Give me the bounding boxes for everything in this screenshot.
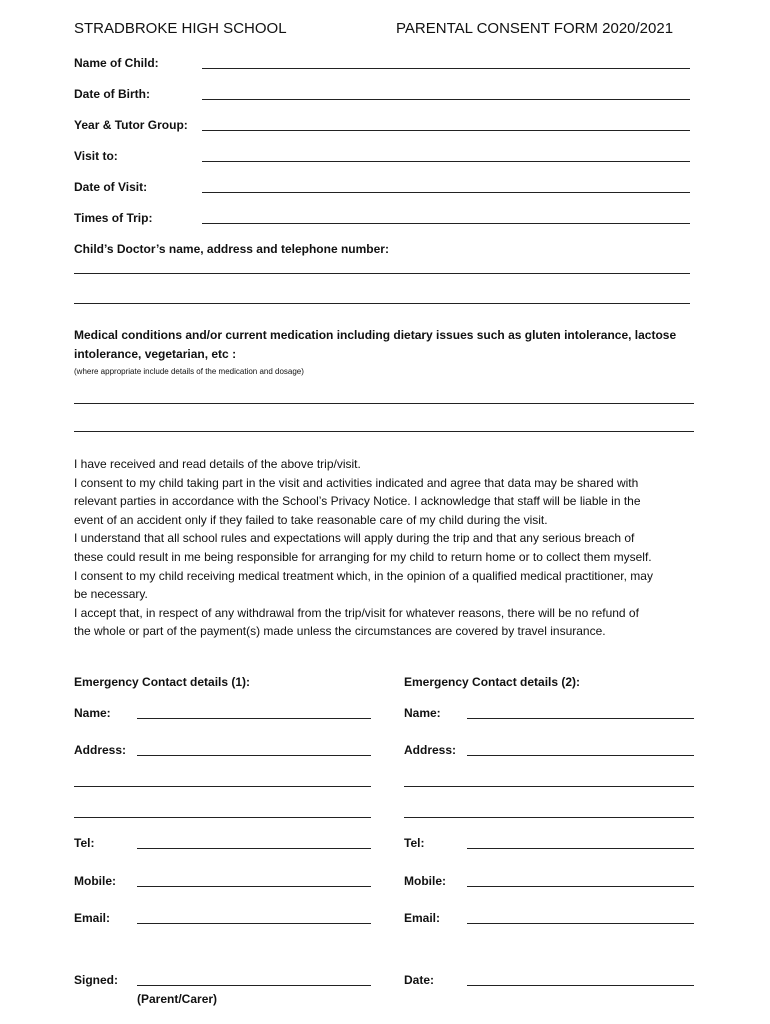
consent-line: I understand that all school rules and expectations will apply during the trip and that any serious breach of <box>74 531 635 546</box>
ec1-address-field[interactable] <box>137 755 371 756</box>
consent-line: I consent to my child receiving medical treatment which, in the opinion of a qualified medical practitioner, may <box>74 568 653 583</box>
times-of-trip-field[interactable] <box>202 223 690 224</box>
ec2-mobile-field[interactable] <box>467 886 694 887</box>
school-name: STRADBROKE HIGH SCHOOL <box>74 20 287 37</box>
ec1-mobile-label: Mobile: <box>74 874 116 888</box>
year-tutor-group-label: Year & Tutor Group: <box>74 118 188 132</box>
consent-line: I have received and read details of the above trip/visit. <box>74 457 361 471</box>
ec1-email-label: Email: <box>74 911 111 925</box>
date-of-visit-field[interactable] <box>202 192 690 193</box>
ec2-email-label: Email: <box>404 911 441 925</box>
doctor-label: Child’s Doctor’s name, address and telephone number: <box>74 242 389 256</box>
name-of-child-field[interactable] <box>202 68 690 69</box>
ec1-name-field[interactable] <box>137 718 371 719</box>
signature-field[interactable] <box>137 985 371 986</box>
ec2-email-field[interactable] <box>467 923 694 924</box>
ec2-address-line-2[interactable] <box>404 786 694 787</box>
medical-heading-line-1: Medical conditions and/or current medication including dietary issues such as gluten intolerance, lactose <box>74 328 677 342</box>
consent-line: these could result in me being responsible for arranging for my child to return home or to collect them myself. <box>74 549 652 564</box>
ec2-name-label: Name: <box>404 706 441 720</box>
signed-label: Signed: <box>74 973 118 987</box>
times-of-trip-label: Times of Trip: <box>74 211 153 225</box>
form-title: PARENTAL CONSENT FORM 2020/2021 <box>396 20 674 37</box>
date-of-birth-field[interactable] <box>202 99 690 100</box>
consent-line: event of an accident only if they failed to take reasonable care of my child during the visit. <box>74 512 548 527</box>
medical-field-line-1[interactable] <box>74 403 694 404</box>
consent-line: relevant parties in accordance with the School’s Privacy Notice. I acknowledge that staff will be liable in the <box>74 494 641 509</box>
consent-line: the whole or part of the payment(s) made unless the circumstances are covered by travel insurance. <box>74 624 606 639</box>
ec2-tel-label: Tel: <box>404 836 425 850</box>
year-tutor-group-field[interactable] <box>202 130 690 131</box>
name-of-child-label: Name of Child: <box>74 56 159 70</box>
medical-note: (where appropriate include details of the medication and dosage) <box>74 367 304 376</box>
ec1-address-line-3[interactable] <box>74 817 371 818</box>
consent-statement <box>74 455 724 641</box>
ec2-address-label: Address: <box>404 743 457 757</box>
ec2-tel-field[interactable] <box>467 848 694 849</box>
ec1-tel-label: Tel: <box>74 836 95 850</box>
visit-to-label: Visit to: <box>74 149 118 163</box>
ec1-email-field[interactable] <box>137 923 371 924</box>
ec1-mobile-field[interactable] <box>137 886 371 887</box>
ec2-mobile-label: Mobile: <box>404 874 446 888</box>
ec1-address-line-2[interactable] <box>74 786 371 787</box>
date-label: Date: <box>404 973 435 987</box>
date-field[interactable] <box>467 985 694 986</box>
consent-line: I consent to my child taking part in the visit and activities indicated and agree that data may be shared with <box>74 475 639 490</box>
date-of-visit-label: Date of Visit: <box>74 180 148 194</box>
ec1-name-label: Name: <box>74 706 111 720</box>
emergency-contact-1-heading: Emergency Contact details (1): <box>74 675 251 689</box>
doctor-field-line-1[interactable] <box>74 273 690 274</box>
ec2-address-field[interactable] <box>467 755 694 756</box>
medical-field-line-2[interactable] <box>74 431 694 432</box>
medical-heading-line-2: intolerance, vegetarian, etc : <box>74 347 237 361</box>
ec1-address-label: Address: <box>74 743 127 757</box>
consent-line: I accept that, in respect of any withdrawal from the trip/visit for whatever reasons, there will be no refund of <box>74 605 639 620</box>
ec2-name-field[interactable] <box>467 718 694 719</box>
parent-carer-label: (Parent/Carer) <box>137 992 218 1006</box>
ec2-address-line-3[interactable] <box>404 817 694 818</box>
emergency-contact-2-heading: Emergency Contact details (2): <box>404 675 581 689</box>
consent-line: be necessary. <box>74 587 148 602</box>
ec1-tel-field[interactable] <box>137 848 371 849</box>
date-of-birth-label: Date of Birth: <box>74 87 150 101</box>
visit-to-field[interactable] <box>202 161 690 162</box>
doctor-field-line-2[interactable] <box>74 303 690 304</box>
